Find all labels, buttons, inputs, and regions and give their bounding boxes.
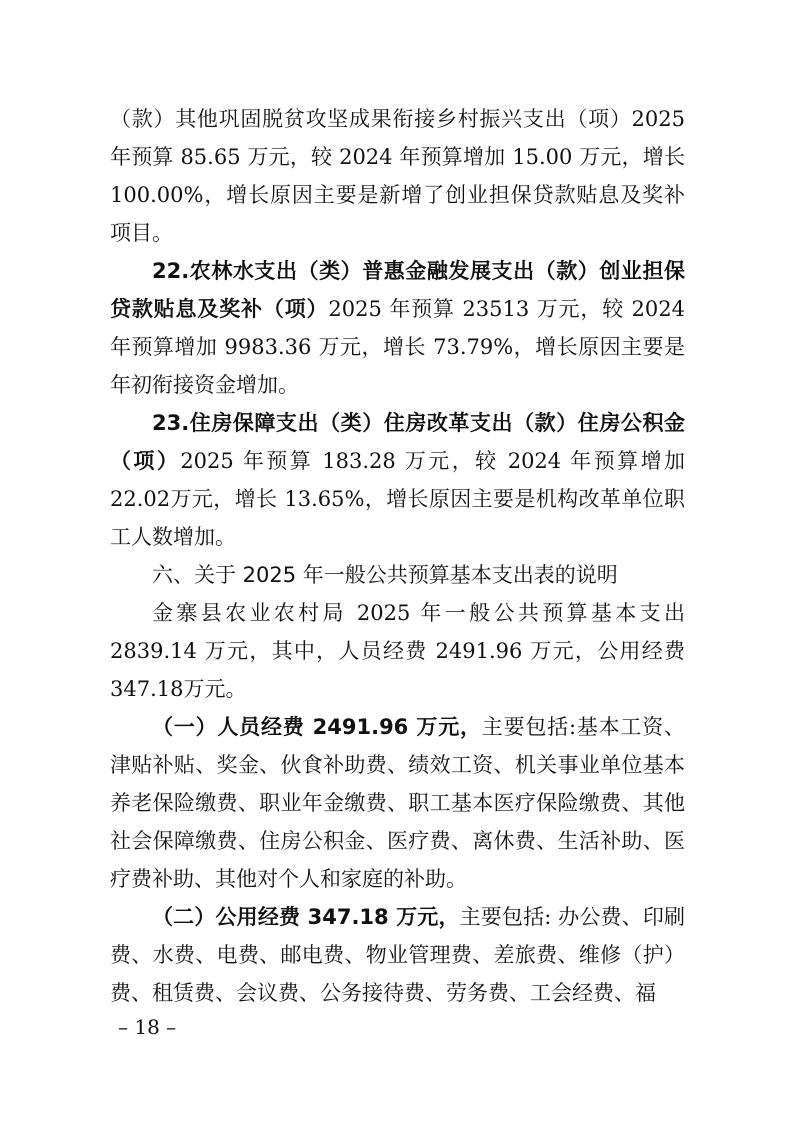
paragraph-other-poverty-alleviation [110, 100, 685, 252]
paragraph-text: 2025 年预算 183.28 万元，较 2024 年预算增加 22.02万元，增长 13.65%，增长原因主要是机构改革单位职工人数增加。 [110, 449, 686, 549]
paragraph-bold-lead: （二）公用经费 347.18 万元， [152, 905, 460, 929]
paragraph-bold-lead: 23.住房保障支出（类）住房改革支出（款）住房公积金（项） [110, 411, 685, 473]
paragraph-text: 主要包括: 办公费、印刷费、水费、电费、邮电费、物业管理费、差旅费、维修（护）费、租赁费、会议费、公务接待费、劳务费、工会经费、福 [110, 905, 685, 1005]
paragraph-bold-lead: （一）人员经费 2491.96 万元， [152, 715, 482, 739]
paragraph-bold-lead: 22.农林水支出（类）普惠金融发展支出（款）创业担保贷款贴息及奖补（项） [110, 259, 685, 321]
paragraph-text: 主要包括:基本工资、津贴补贴、奖金、伙食补助费、绩效工资、机关事业单位基本养老保险缴费、职业年金缴费、职工基本医疗保险缴费、其他社会保障缴费、住房公积金、医疗费、离休费、生活补助、医疗费补助、其他对个人和家庭的补助。 [110, 715, 685, 891]
page-number: – 18 – [118, 1015, 177, 1039]
paragraph-public-expenses [110, 898, 685, 1012]
section-intro: 金寨县农业农村局 2025 年一般公共预算基本支出2839.14 万元，其中，人员经费 2491.96 万元，公用经费 347.18万元。 [110, 601, 685, 701]
paragraph-personnel-expenses [110, 708, 685, 898]
section-heading: 六、关于 2025 年一般公共预算基本支出表的说明 [152, 563, 618, 587]
paragraph-item-22 [110, 252, 685, 404]
paragraph-text: 2025 年预算 23513 万元，较 2024年预算增加 9983.36 万元，增长 73.79%，增长原因主要是年初衔接资金增加。 [110, 297, 685, 397]
paragraph-item-23 [110, 404, 685, 556]
paragraph-text: （款）其他巩固脱贫攻坚成果衔接乡村振兴支出（项）2025年预算 85.65 万元，较 2024 年预算增加 15.00 万元，增长100.00%，增长原因主要是新增了创业担保贷款贴息及奖补项目。 [110, 107, 685, 245]
